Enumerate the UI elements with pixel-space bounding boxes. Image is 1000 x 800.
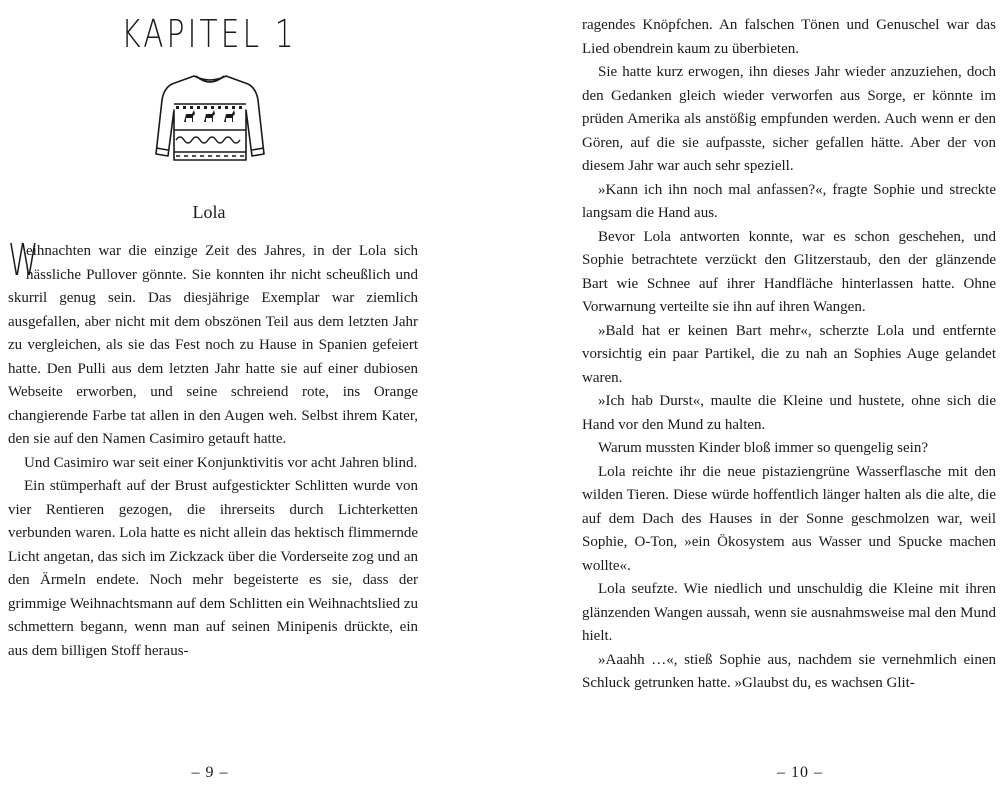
- paragraph: Und Casimiro war seit einer Konjunktivitis vor acht Jahren blind.: [24, 454, 418, 471]
- paragraph: Bevor Lola antworten konnte, war es schon geschehen, und Sophie betrachtete verzückt den Glitzerstaub, den der glänzende Bart wie Schnee auf ihrer Handfläche hinterlassen hatte. Ohne Vorwarnung verteilte sie ihn auf ihren Wangen.: [582, 228, 996, 315]
- paragraph: ragendes Knöpfchen. An falschen Tönen und Genuschel war das Lied obendrein kaum zu überbieten.: [582, 17, 996, 57]
- paragraph: Ein stümperhaft auf der Brust aufgestickter Schlitten wurde von vier Rentieren gezogen, die ihrerseits durch Lichterketten verbunden waren. Lola hatte es nicht allein das hektisch flimmernde Licht angetan, das sich im Zickzack über die Vorderseite zog und an den Ärmeln endete. Noch mehr begeisterte es sie, dass der grimmige Weihnachtsmann auf dem Schlitten ein Weihnachtslied zu schmettern begann, wenn man auf seinen Minipenis drückte, ein aus dem billigen Stoff heraus-: [8, 478, 418, 659]
- paragraph: »Kann ich ihn noch mal anfassen?«, fragte Sophie und streckte langsam die Hand aus.: [582, 181, 996, 221]
- right-text-column: [582, 14, 996, 696]
- paragraph: Lola seufzte. Wie niedlich und unschuldig die Kleine mit ihren glänzenden Wangen aussah, wenn sie ausnahmsweise mal den Mund hielt.: [582, 581, 996, 644]
- chapter-title: KAPITEL 1: [121, 12, 297, 56]
- christmas-sweater-icon: [150, 70, 270, 168]
- paragraph: »Aaahh …«, stieß Sophie aus, nachdem sie vernehmlich einen Schluck getrunken hatte. »Glaubst du, es wachsen Glit-: [582, 651, 996, 691]
- page-number: – 10 –: [777, 764, 823, 781]
- page-number: – 9 –: [191, 764, 229, 781]
- drop-cap: W: [8, 235, 39, 286]
- left-text-column: [8, 235, 418, 663]
- paragraph: »Ich hab Durst«, maulte die Kleine und hustete, ohne sich die Hand vor den Mund zu halten.: [582, 393, 996, 433]
- right-page: [500, 0, 1000, 800]
- paragraph: Lola reichte ihr die neue pistaziengrüne Wasserflasche mit den wilden Tieren. Diese würde hoffentlich länger halten als die alte, die auf dem Dach des Hauses in der Sonne geschmolzen war, weil Sophie, O-Ton, »ein Ökosystem aus Wasser und Spucke machen wollte«.: [582, 463, 996, 574]
- section-title: Lola: [192, 202, 226, 222]
- first-paragraph-text: eihnachten war die einzige Zeit des Jahres, in der Lola sich hässliche Pullover gönnte. Sie konnten ihr nicht scheußlich und skurril genug sein. Das diesjährige Exemplar war ziemlich ausgefallen, aber nicht mit dem obszönen Teil aus dem letzten Jahr zu vergleichen, als sie das Fest noch zu Hause in Spanien gefeiert hatte. Den Pulli aus dem letzten Jahr hatte sie auf einer dubiosen Webseite erworben, und seine schreiend rote, ins Orange changierende Farbe tat allen in den Augen weh. Selbst ihrem Kater, den sie auf den Namen Casimiro getauft hatte.: [8, 243, 418, 447]
- paragraph: Sie hatte kurz erwogen, ihn dieses Jahr wieder anzuziehen, doch den Gedanken gleich wieder verworfen aus Sorge, er könnte im prüden Amerika als anstößig empfunden werden. Auch wenn er den Gören, auf die sie aufpasste, sicher gefallen hätte. Aber der von diesem Jahr war auch sehr speziell.: [582, 64, 996, 174]
- paragraph: Warum mussten Kinder bloß immer so quengelig sein?: [598, 440, 928, 456]
- paragraph: »Bald hat er keinen Bart mehr«, scherzte Lola und entfernte vorsichtig ein paar Partikel, die zu nah an Sophies Auge gelandet waren.: [582, 322, 996, 386]
- first-paragraph: [8, 235, 418, 452]
